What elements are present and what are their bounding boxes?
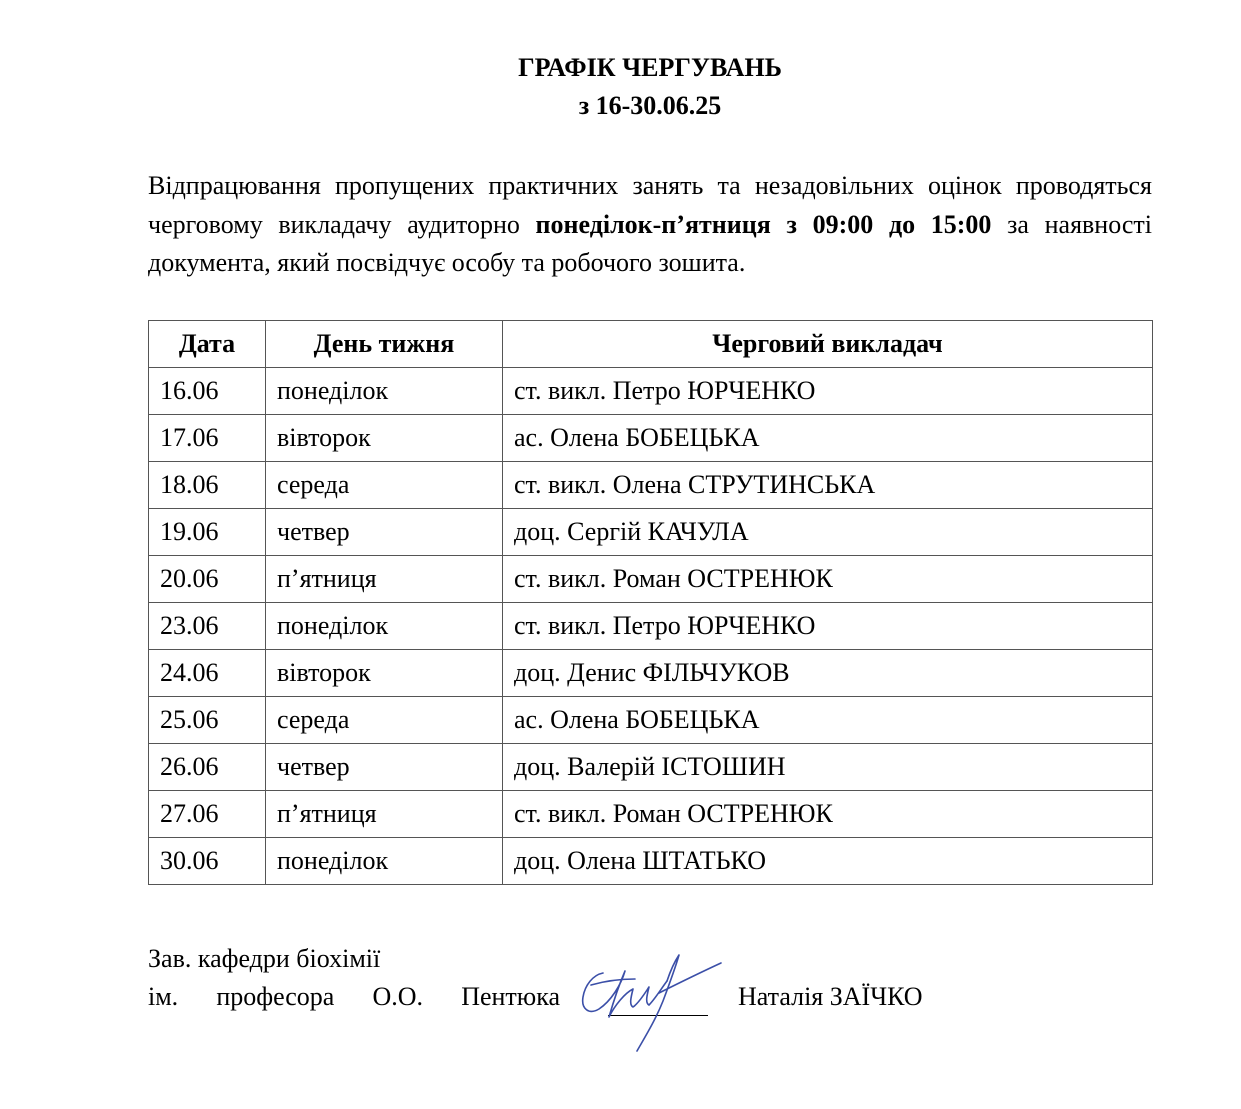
cell-teacher: ст. викл. Олена СТРУТИНСЬКА — [503, 462, 1153, 509]
cell-date: 26.06 — [149, 744, 266, 791]
cell-weekday: середа — [266, 462, 503, 509]
cell-date: 24.06 — [149, 650, 266, 697]
signer-position-line2: ім. професора О.О. Пентюка — [148, 982, 560, 1011]
cell-date: 23.06 — [149, 603, 266, 650]
table-row — [149, 650, 1153, 697]
cell-teacher: ст. викл. Роман ОСТРЕНЮК — [503, 791, 1153, 838]
table-row — [149, 368, 1153, 415]
cell-weekday: четвер — [266, 509, 503, 556]
cell-weekday: четвер — [266, 744, 503, 791]
cell-teacher: доц. Денис ФІЛЬЧУКОВ — [503, 650, 1153, 697]
cell-teacher: доц. Сергій КАЧУЛА — [503, 509, 1153, 556]
table-header-row — [149, 321, 1153, 368]
table-row — [149, 415, 1153, 462]
cell-date: 17.06 — [149, 415, 266, 462]
signature-stroke — [583, 971, 667, 1017]
table-row — [149, 462, 1153, 509]
cell-teacher: ас. Олена БОБЕЦЬКА — [503, 415, 1153, 462]
cell-teacher: ст. викл. Петро ЮРЧЕНКО — [503, 368, 1153, 415]
signer-position-line1: Зав. кафедри біохімії — [148, 944, 381, 973]
signer-name: Наталія ЗАЇЧКО — [738, 982, 923, 1011]
table-row — [149, 744, 1153, 791]
cell-weekday: вівторок — [266, 415, 503, 462]
table-row — [149, 697, 1153, 744]
cell-weekday: п’ятниця — [266, 556, 503, 603]
cell-date: 30.06 — [149, 838, 266, 885]
cell-date: 20.06 — [149, 556, 266, 603]
cell-teacher: доц. Валерій ІСТОШИН — [503, 744, 1153, 791]
cell-weekday: понеділок — [266, 603, 503, 650]
table-row — [149, 556, 1153, 603]
cell-teacher: ст. викл. Петро ЮРЧЕНКО — [503, 603, 1153, 650]
intro-text-part1: Відпрацювання пропущених практичних занять та незадовільних оцінок проводяться черговому викладачу аудиторно — [148, 171, 1152, 239]
cell-teacher: ст. викл. Роман ОСТРЕНЮК — [503, 556, 1153, 603]
header-weekday: День тижня — [266, 321, 503, 368]
cell-teacher: доц. Олена ШТАТЬКО — [503, 838, 1153, 885]
cell-date: 27.06 — [149, 791, 266, 838]
cell-date: 25.06 — [149, 697, 266, 744]
document-subtitle: з 16-30.06.25 — [578, 91, 722, 120]
cell-teacher: ас. Олена БОБЕЦЬКА — [503, 697, 1153, 744]
cell-date: 16.06 — [149, 368, 266, 415]
handwritten-signature — [575, 945, 725, 1055]
header-teacher: Черговий викладач — [503, 321, 1153, 368]
header-date: Дата — [149, 321, 266, 368]
signature-stroke — [637, 955, 679, 1051]
cell-weekday: понеділок — [266, 368, 503, 415]
intro-text-bold: понеділок-п’ятниця з 09:00 до 15:00 — [535, 209, 992, 239]
intro-text-part2: за наявності документа, який посвідчує особу та робочого зошита. — [148, 209, 1152, 277]
cell-weekday: середа — [266, 697, 503, 744]
document-title: ГРАФІК ЧЕРГУВАНЬ — [518, 53, 782, 82]
cell-weekday: вівторок — [266, 650, 503, 697]
cell-weekday: п’ятниця — [266, 791, 503, 838]
table-row — [149, 603, 1153, 650]
duty-schedule-table — [148, 320, 1153, 885]
table-row — [149, 791, 1153, 838]
cell-date: 18.06 — [149, 462, 266, 509]
table-row — [149, 838, 1153, 885]
cell-date: 19.06 — [149, 509, 266, 556]
intro-paragraph — [148, 167, 1152, 283]
table-row — [149, 509, 1153, 556]
cell-weekday: понеділок — [266, 838, 503, 885]
signature-stroke — [591, 979, 635, 985]
